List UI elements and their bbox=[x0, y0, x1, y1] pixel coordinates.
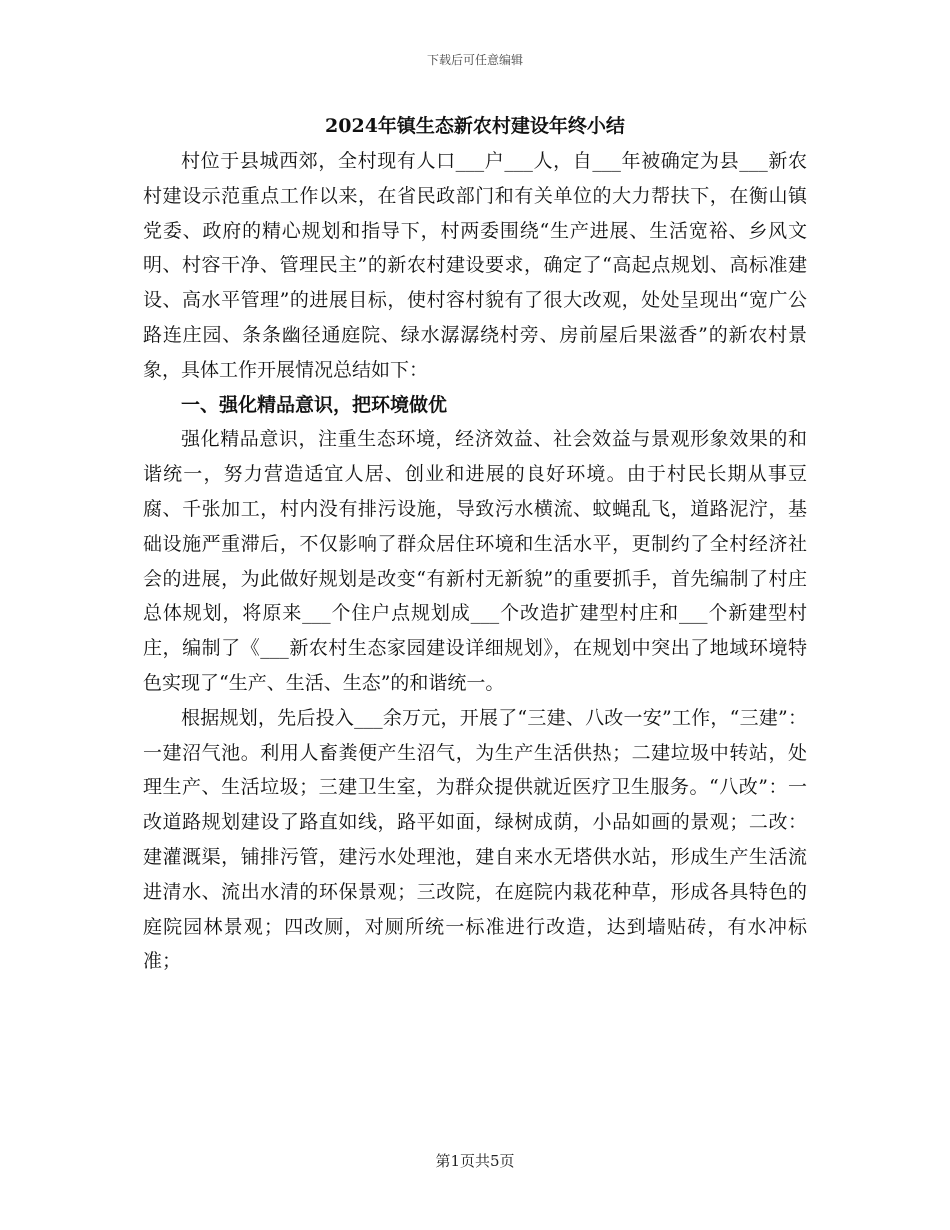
document-title: 2024年镇生态新农村建设年终小结 bbox=[325, 115, 625, 137]
body-paragraph-construction: 根据规划，先后投入___余万元，开展了“三建、八改一安”工作，“三建”：一建沼气池。利用人畜粪便产生沼气，为生产生活供热；二建垃圾中转站，处理生产、生活垃圾；三建卫生室，为群众提供就近医疗卫生服务。“八改”：一改道路规划建设了路直如线，路平如面，绿树成荫，小品如画的景观；二改：建灌溉渠，铺排污管，建污水处理池，建自来水无塔供水站，形成生产生活流进清水、流出水清的环保景观；三改院，在庭院内栽花种草，形成各具特色的庭院园林景观；四改厕，对厕所统一标准进行改造，达到墙贴砖，有水冲标准； bbox=[143, 706, 807, 973]
document-header-note: 下载后可任意编辑 bbox=[426, 53, 523, 67]
body-paragraph-planning: 强化精品意识，注重生态环境，经济效益、社会效益与景观形象效果的和谐统一，努力营造适宜人居、创业和进展的良好环境。由于村民长期从事豆腐、千张加工，村内没有排污设施，导致污水横流、蚊蝇乱飞，道路泥泞，基础设施严重滞后，不仅影响了群众居住环境和生活水平，更制约了全村经济社会的进展，为此做好规划是改变“有新村无新貌”的重要抓手，首先编制了村庄总体规划，将原来___个住户点规划成___个改造扩建型村庄和___个新建型村庄，编制了《___新农村生态家园建设详细规划》，在规划中突出了地域环境特色实现了“生产、生活、生态”的和谐统一。 bbox=[143, 428, 807, 694]
document-page bbox=[143, 108, 807, 979]
section-heading-1: 一、强化精品意识，把环境做优 bbox=[181, 393, 448, 416]
page-number-footer: 第1页共5页 bbox=[435, 1152, 515, 1170]
body-paragraph-intro: 村位于县城西郊，全村现有人口___户___人，自___年被确定为县___新农村建设示范重点工作以来，在省民政部门和有关单位的大力帮扶下，在衡山镇党委、政府的精心规划和指导下，村两委围绕“生产进展、生活宽裕、乡风文明、村容干净、管理民主”的新农村建设要求，确定了“高起点规划、高标准建设、高水平管理”的进展目标，使村容村貌有了很大改观，处处呈现出“宽广公路连庄园、条条幽径通庭院、绿水潺潺绕村旁、房前屋后果滋香”的新农村景象，具体工作开展情况总结如下： bbox=[143, 150, 807, 381]
